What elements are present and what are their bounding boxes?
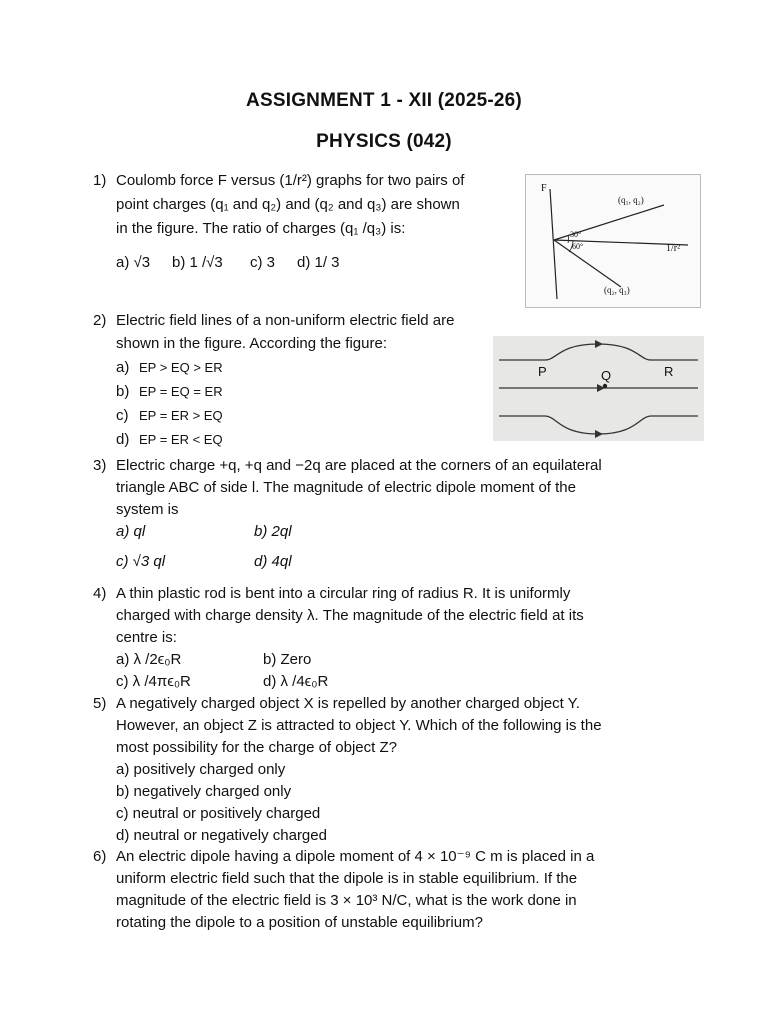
q3-number: 3) bbox=[93, 457, 107, 474]
q5-number: 5) bbox=[93, 695, 107, 712]
q1-angle-arc1 bbox=[568, 235, 569, 243]
q5-option-b: b) negatively charged only bbox=[116, 783, 292, 800]
q1-x-label: 1/r² bbox=[666, 243, 681, 254]
q2-relation-c: EP = ER > EQ bbox=[139, 408, 223, 423]
q1-lower-label: (q₂, q₃) bbox=[604, 285, 630, 295]
q1-upper-label: (q₁, q₂) bbox=[618, 195, 644, 205]
q3-line2: triangle ABC of side l. The magnitude of electric dipole moment of the bbox=[116, 479, 576, 496]
q1-option-a: a) √3 bbox=[116, 254, 151, 271]
q2-relation-a: EP > EQ > ER bbox=[139, 360, 223, 375]
q2-option-a: a) bbox=[116, 359, 130, 376]
q2-bottom-arrow bbox=[595, 430, 603, 438]
q1-y-label: F bbox=[541, 183, 547, 194]
q4-line1: A thin plastic rod is bent into a circular ring of radius R. It is uniformly bbox=[116, 585, 571, 602]
subject-title: PHYSICS (042) bbox=[316, 131, 452, 152]
q2-line2: shown in the figure. According the figure: bbox=[116, 335, 387, 352]
q2-relation-b: EP = EQ = ER bbox=[139, 384, 223, 399]
q1-angle2-label: 60° bbox=[572, 242, 584, 251]
q2-field-svg bbox=[493, 336, 704, 441]
q3-line3: system is bbox=[116, 501, 179, 518]
q3-option-a: a) ql bbox=[116, 523, 146, 540]
q2-top-arrow bbox=[595, 340, 603, 348]
q2-top-field-line bbox=[499, 344, 698, 360]
q1-option-b: b) 1 /√3 bbox=[172, 254, 223, 271]
q1-line2: point charges (q₁ and q₂) and (q₂ and q₃) are shown bbox=[116, 196, 460, 213]
q1-y-axis bbox=[550, 189, 557, 299]
q2-option-c: c) bbox=[116, 407, 129, 424]
q3-option-d: d) 4ql bbox=[254, 553, 292, 570]
q3-line1: Electric charge +q, +q and −2q are placed at the corners of an equilateral bbox=[116, 457, 602, 474]
q4-line2: charged with charge density λ. The magnitude of the electric field at its bbox=[116, 607, 584, 624]
q2-field-lines-figure bbox=[493, 336, 704, 441]
q4-option-d: d) λ /4ϵ₀R bbox=[263, 673, 329, 690]
q6-line2: uniform electric field such that the dipole is in stable equilibrium. If the bbox=[116, 870, 578, 887]
q6-line4: rotating the dipole to a position of unstable equilibrium? bbox=[116, 914, 483, 931]
q1-force-graph-figure bbox=[525, 174, 701, 308]
q6-number: 6) bbox=[93, 848, 107, 865]
q1-option-d: d) 1/ 3 bbox=[297, 254, 340, 271]
q5-line3: most possibility for the charge of object Z? bbox=[116, 739, 397, 756]
q6-line3: magnitude of the electric field is 3 × 10³ N/C, what is the work done in bbox=[116, 892, 577, 909]
q4-number: 4) bbox=[93, 585, 107, 602]
q1-option-c: c) 3 bbox=[250, 254, 276, 271]
q5-option-a: a) positively charged only bbox=[116, 761, 286, 778]
q6-line1: An electric dipole having a dipole moment of 4 × 10⁻⁹ C m is placed in a bbox=[116, 848, 595, 865]
q1-line3: in the figure. The ratio of charges (q₁ /q₃) is: bbox=[116, 220, 406, 237]
q1-angle1-label: 30° bbox=[570, 230, 582, 239]
q4-option-c: c) λ /4πϵ₀R bbox=[116, 673, 191, 690]
q2-option-d: d) bbox=[116, 431, 130, 448]
q2-label-q: Q bbox=[601, 368, 612, 383]
q3-option-b: b) 2ql bbox=[254, 523, 292, 540]
q2-line1: Electric field lines of a non-uniform electric field are bbox=[116, 312, 455, 329]
q2-bottom-field-line bbox=[499, 416, 698, 434]
q5-line2: However, an object Z is attracted to object Y. Which of the following is the bbox=[116, 717, 602, 734]
q1-number: 1) bbox=[93, 172, 107, 189]
q2-relation-d: EP = ER < EQ bbox=[139, 432, 223, 447]
q3-option-c: c) √3 ql bbox=[116, 553, 166, 570]
q2-label-p: P bbox=[538, 364, 547, 379]
q1-line1: Coulomb force F versus (1/r²) graphs for two pairs of bbox=[116, 172, 465, 189]
q2-label-r: R bbox=[664, 364, 674, 379]
q4-option-a: a) λ /2ϵ₀R bbox=[116, 651, 182, 668]
q2-option-b: b) bbox=[116, 383, 130, 400]
q5-line1: A negatively charged object X is repelled by another charged object Y. bbox=[116, 695, 580, 712]
q4-line3: centre is: bbox=[116, 629, 177, 646]
q2-point-q bbox=[603, 384, 607, 388]
q5-option-d: d) neutral or negatively charged bbox=[116, 827, 327, 844]
q2-number: 2) bbox=[93, 312, 107, 329]
q5-option-c: c) neutral or positively charged bbox=[116, 805, 321, 822]
assignment-title: ASSIGNMENT 1 - XII (2025-26) bbox=[246, 90, 522, 111]
q1-lower-line bbox=[554, 240, 621, 287]
q4-option-b: b) Zero bbox=[263, 651, 312, 668]
